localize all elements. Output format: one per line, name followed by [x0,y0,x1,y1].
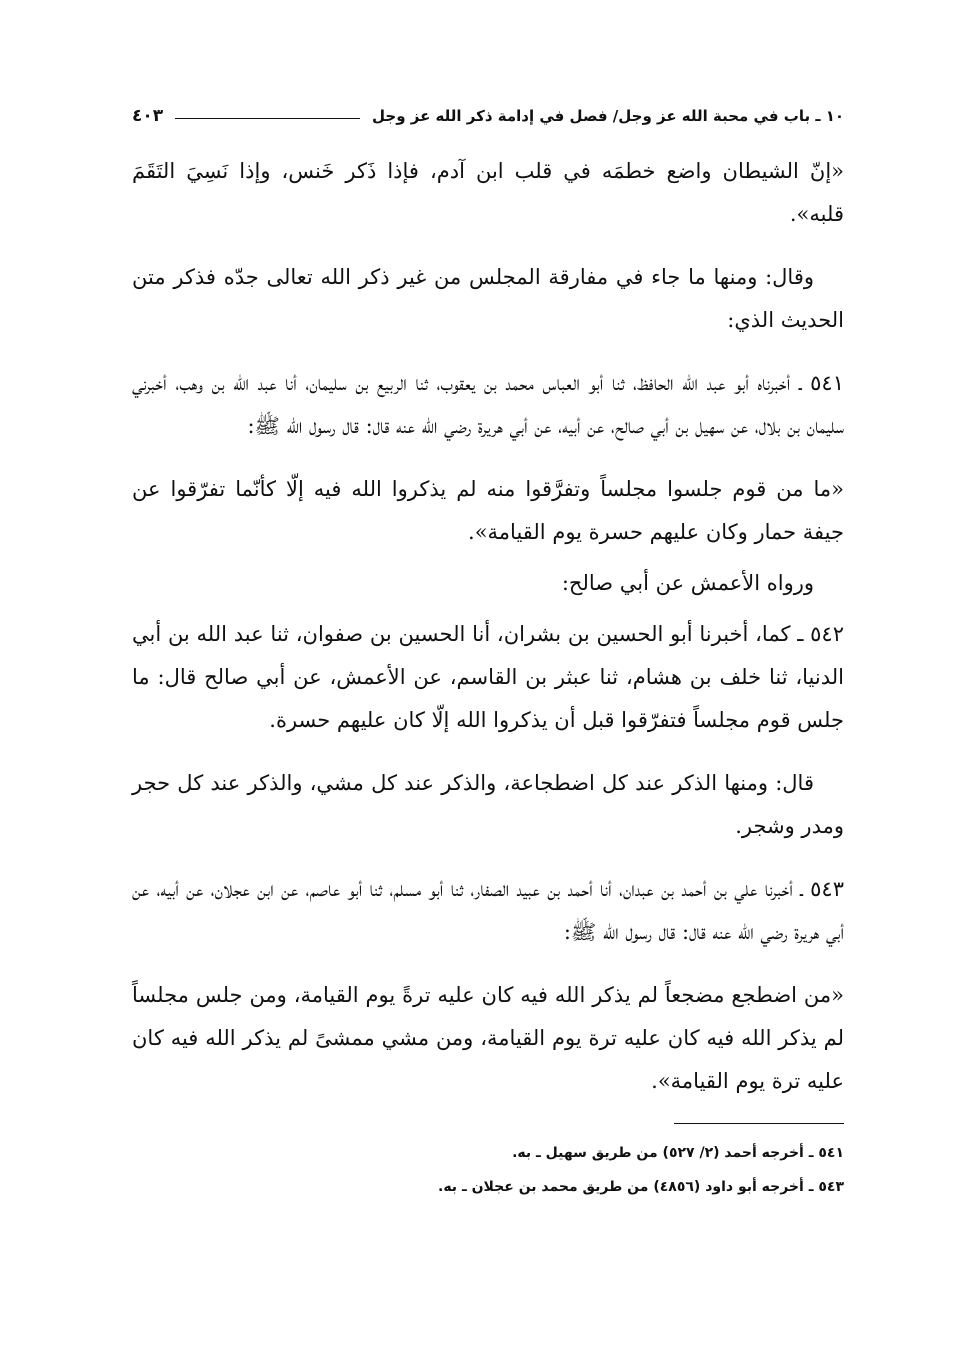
hadith-chain-541: ٥٤١ ـ أخبرناه أبو عبد الله الحافظ، ثنا أبو العباس محمد بن يعقوب، ثنا الربيع بن سليمان، أنا عبد الله بن وهب، أخبرني سليمان بن بلال، عن سهيل بن أبي صالح، عن أبيه، عن أبي هريرة رضي الله عنه قال: قال رسول الله ﷺ: [132,371,844,438]
paragraph: ورواه الأعمش عن أبي صالح: [561,571,814,595]
hadith-chain-543: ٥٤٣ ـ أخبرنا علي بن أحمد بن عبدان، أنا أحمد بن عبيد الصفار، ثنا أبو مسلم، ثنا أبو عاصم، عن ابن عجلان، عن أبيه، عن أبي هريرة رضي الله عنه قال: قال رسول الله ﷺ: [132,877,844,944]
footnote-543: ٥٤٣ ـ أخرجه أبو داود (٤٨٥٦) من طريق محمد بن عجلان ـ به. [438,1179,844,1195]
chapter-title: ١٠ ـ باب في محبة الله عز وجل/ فصل في إدامة ذكر الله عز وجل [372,107,844,125]
hadith-chain-542: ٥٤٢ ـ كما، أخبرنا أبو الحسين بن بشران، أنا الحسين بن صفوان، ثنا عبد الله بن أبي الدنيا، ثنا خلف بن هشام، ثنا عبثر بن القاسم، عن الأعمش، عن أبي صالح قال: ما جلس قوم مجلساً فتفرّقوا قبل أن يذكروا الله إلّا كان عليهم حسرة. [132,622,844,732]
footnote-separator [674,1123,844,1124]
hadith-quote: «من اضطجع مضجعاً لم يذكر الله فيه كان عليه ترةً يوم القيامة، ومن جلس مجلساً لم يذكر الله فيه كان عليه ترة يوم القيامة، ومن مشي ممشىً لم يذكر الله فيه كان عليه ترة يوم القيامة». [132,983,844,1093]
paragraph: قال: ومنها الذكر عند كل اضطجاعة، والذكر عند كل مشي، والذكر عند كل حجر ومدر وشجر. [132,771,844,838]
paragraph: وقال: ومنها ما جاء في مفارقة المجلس من غير ذكر الله تعالى جدّه فذكر متن الحديث الذي: [132,265,844,332]
page-content [132,100,844,1204]
header-rule [175,118,360,119]
footnote-541: ٥٤١ ـ أخرجه أحمد (٢/ ٥٢٧) من طريق سهيل ـ به. [512,1145,844,1161]
page-number: ٤٠٣ [132,106,164,126]
hadith-quote: «إنّ الشيطان واضع خطمَه في قلب ابن آدم، فإذا ذَكر خَنس، وإذا نَسِيَ التَقَمَ قلبه». [132,159,844,226]
running-header [132,100,844,132]
hadith-quote: «ما من قوم جلسوا مجلساً وتفرَّقوا منه لم يذكروا الله فيه إلّا كأنّما تفرّقوا عن جيفة حمار وكان عليهم حسرة يوم القيامة». [132,477,844,544]
